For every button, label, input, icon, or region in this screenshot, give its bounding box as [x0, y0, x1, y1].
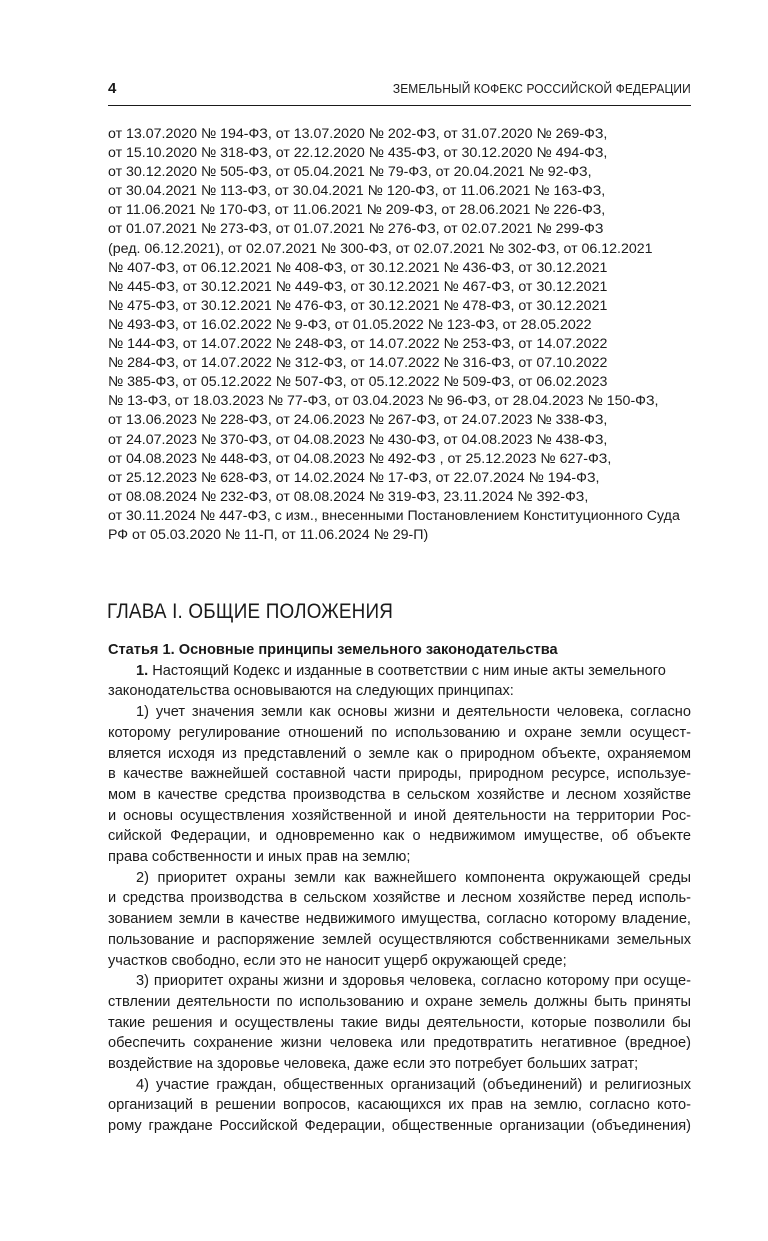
- paragraph-text: Настоящий Кодекс и изданные в соответствии с ним иные акты земельного: [152, 662, 666, 679]
- item-1-line: права собственности и иных прав на землю;: [108, 849, 411, 866]
- running-title: ЗЕМЕЛЬНЫЙ КОФЕКС РОССИЙСКОЙ ФЕДЕРАЦИИ: [393, 81, 691, 96]
- amendment-line: № 493-ФЗ, от 16.02.2022 № 9-ФЗ, от 01.05.2022 № 123-ФЗ, от 28.05.2022: [108, 316, 592, 333]
- item-2-line: зованием земли в качестве недвижимого имущества, согласно которому владение,: [108, 911, 691, 928]
- item-3-line: обеспечить сохранение жизни человека или предотвратить негативное (вредное): [108, 1035, 691, 1052]
- paragraph-1-line: [108, 661, 691, 682]
- amendment-line: от 01.07.2021 № 273-ФЗ, от 01.07.2021 № 276-ФЗ, от 02.07.2021 № 299-ФЗ: [108, 221, 604, 238]
- article-title: Статья 1. Основные принципы земельного законодательства: [108, 642, 558, 658]
- amendment-line: от 30.04.2021 № 113-ФЗ, от 30.04.2021 № 120-ФЗ, от 11.06.2021 № 163-ФЗ,: [108, 183, 606, 200]
- item-1-line: 1) учет значения земли как основы жизни и деятельности человека, согласно: [136, 704, 691, 721]
- item-4-line: организаций в решении вопросов, касающихся их прав на землю, согласно кото-: [108, 1097, 691, 1114]
- paragraph-1-line: законодательства основываются на следующих принципах:: [108, 683, 514, 700]
- item-1-line: сийской Федерации, и одновременно как о недвижимом имуществе, об объекте: [108, 828, 691, 845]
- item-1-line: вляется исходя из представлений о земле как о природном объекте, охраняемом: [108, 745, 691, 762]
- amendment-line: от 24.07.2023 № 370-ФЗ, от 04.08.2023 № 430-ФЗ, от 04.08.2023 № 438-ФЗ,: [108, 431, 608, 448]
- amendment-line: от 08.08.2024 № 232-ФЗ, от 08.08.2024 № 319-ФЗ, 23.11.2024 № 392-ФЗ,: [108, 488, 589, 505]
- amendment-line: от 15.10.2020 № 318-ФЗ, от 22.12.2020 № 435-ФЗ, от 30.12.2020 № 494-ФЗ,: [108, 145, 608, 162]
- item-1-line: мом в качестве средства производства в сельском хозяйстве и лесном хозяйстве: [108, 786, 691, 803]
- amendment-line: РФ от 05.03.2020 № 11-П, от 11.06.2024 № 29-П): [108, 526, 429, 543]
- item-3-line: 3) приоритет охраны жизни и здоровья человека, согласно которому при осуще-: [136, 973, 691, 990]
- item-2-line: 2) приоритет охраны земли как важнейшего компонента окружающей среды: [136, 869, 691, 886]
- item-2-line: участков свободно, если это не наносит ущерб окружающей среде;: [108, 952, 567, 969]
- amendment-line: от 13.06.2023 № 228-ФЗ, от 24.06.2023 № 267-ФЗ, от 24.07.2023 № 338-ФЗ,: [108, 412, 608, 429]
- amendment-line: от 11.06.2021 № 170-ФЗ, от 11.06.2021 № 209-ФЗ, от 28.06.2021 № 226-ФЗ,: [108, 202, 606, 219]
- amendment-line: (ред. 06.12.2021), от 02.07.2021 № 300-ФЗ, от 02.07.2021 № 302-ФЗ, от 06.12.2021: [108, 240, 653, 257]
- item-1-line: в качестве важнейшей составной части природы, природном ресурсе, используе-: [108, 766, 691, 783]
- item-1-line: и основы осуществления хозяйственной и иной деятельности на территории Рос-: [108, 807, 691, 824]
- item-1-line: которому регулирование отношений по использованию и охране земли осущест-: [108, 724, 691, 741]
- amendments-list: [108, 125, 691, 545]
- amendment-line: от 30.12.2020 № 505-ФЗ, от 05.04.2021 № 79-ФЗ, от 20.04.2021 № 92-ФЗ,: [108, 164, 592, 181]
- amendment-line: от 25.12.2023 № 628-ФЗ, от 14.02.2024 № 17-ФЗ, от 22.07.2024 № 194-ФЗ,: [108, 469, 600, 486]
- item-4-line: рому граждане Российской Федерации, общественные организации (объединения): [108, 1118, 691, 1135]
- item-3-line: воздействие на здоровье человека, даже если это потребует больших затрат;: [108, 1056, 639, 1073]
- chapter-title: ГЛАВА I. ОБЩИЕ ПОЛОЖЕНИЯ: [107, 600, 394, 623]
- amendment-line: от 30.11.2024 № 447-ФЗ, с изм., внесенными Постановлением Конституционного Суда: [108, 507, 680, 524]
- item-4-line: 4) участие граждан, общественных организаций (объединений) и религиозных: [136, 1076, 691, 1093]
- page-number: 4: [108, 80, 117, 97]
- amendment-line: № 385-ФЗ, от 05.12.2022 № 507-ФЗ, от 05.12.2022 № 509-ФЗ, от 06.02.2023: [108, 374, 608, 391]
- amendment-line: от 04.08.2023 № 448-ФЗ, от 04.08.2023 № 492-ФЗ , от 25.12.2023 № 627-ФЗ,: [108, 450, 612, 467]
- article-body: [108, 640, 691, 1137]
- paragraph-number: 1.: [136, 662, 149, 679]
- amendment-line: № 475-ФЗ, от 30.12.2021 № 476-ФЗ, от 30.12.2021 № 478-ФЗ, от 30.12.2021: [108, 297, 608, 314]
- header-rule: [108, 105, 691, 106]
- item-3-line: такие решения и осуществлены такие виды деятельности, которые позволили бы: [108, 1014, 691, 1031]
- amendment-line: № 13-ФЗ, от 18.03.2023 № 77-ФЗ, от 03.04.2023 № 96-ФЗ, от 28.04.2023 № 150-ФЗ,: [108, 393, 659, 410]
- amendment-line: № 284-ФЗ, от 14.07.2022 № 312-ФЗ, от 14.07.2022 № 316-ФЗ, от 07.10.2022: [108, 355, 608, 372]
- amendment-line: № 407-ФЗ, от 06.12.2021 № 408-ФЗ, от 30.12.2021 № 436-ФЗ, от 30.12.2021: [108, 259, 608, 276]
- amendment-line: № 144-ФЗ, от 14.07.2022 № 248-ФЗ, от 14.07.2022 № 253-ФЗ, от 14.07.2022: [108, 336, 608, 353]
- amendment-line: от 13.07.2020 № 194-ФЗ, от 13.07.2020 № 202-ФЗ, от 31.07.2020 № 269-ФЗ,: [108, 126, 608, 142]
- item-2-line: и средства производства в сельском хозяйстве и лесном хозяйстве перед исполь-: [108, 890, 691, 907]
- page-header: [108, 80, 691, 102]
- amendment-line: № 445-ФЗ, от 30.12.2021 № 449-ФЗ, от 30.12.2021 № 467-ФЗ, от 30.12.2021: [108, 278, 608, 295]
- item-2-line: пользование и распоряжение землей осуществляются собственниками земельных: [108, 931, 691, 948]
- item-3-line: ствлении деятельности по использованию и охране земель должны быть приняты: [108, 993, 691, 1010]
